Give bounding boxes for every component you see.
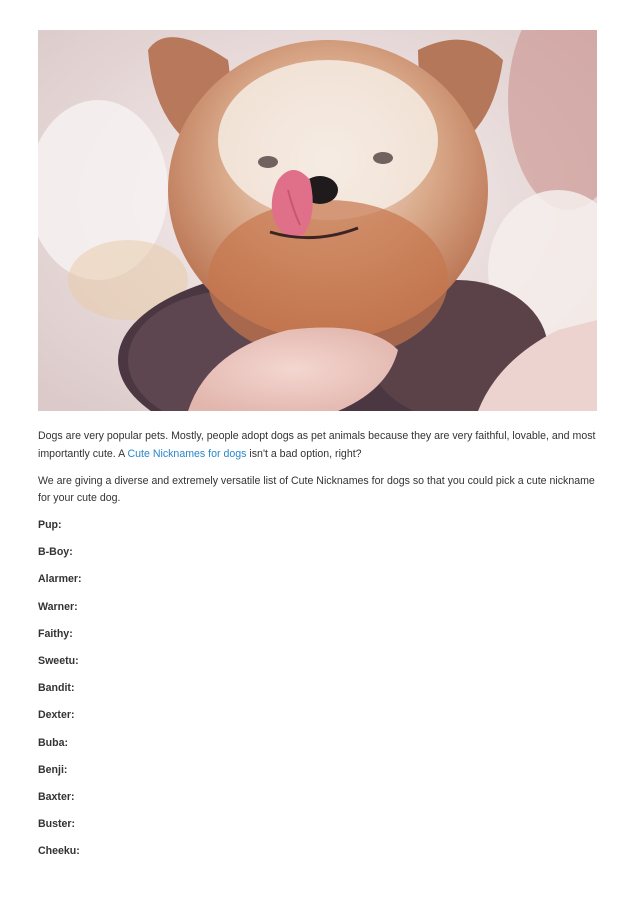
article-body <box>38 428 600 870</box>
list-item: Dexter: <box>38 709 75 722</box>
list-item: Faithy: <box>38 627 73 640</box>
nickname-list <box>38 517 600 870</box>
dog-photo <box>38 30 597 411</box>
list-item: Pup: <box>38 519 62 531</box>
list-item: Bandit: <box>38 682 75 695</box>
list-item: Baxter: <box>38 790 75 803</box>
intro-text: Dogs are very popular pets. Mostly, people adopt dogs as pet animals because they are very faithful, lovable, and most importantly cute. A <box>38 430 596 460</box>
list-item: Warner: <box>38 600 78 613</box>
list-item: Buster: <box>38 818 76 831</box>
list-item: B-Boy: <box>38 546 73 559</box>
intro-paragraph <box>38 428 600 463</box>
intro-text-tail: isn't a bad option, right? <box>246 447 362 460</box>
dog-illustration <box>38 30 597 411</box>
list-item: Alarmer: <box>38 573 82 586</box>
cute-nicknames-link[interactable]: Cute Nicknames for dogs <box>127 447 247 460</box>
list-item: Benji: <box>38 763 68 776</box>
list-intro-paragraph: We are giving a diverse and extremely versatile list of Cute Nicknames for dogs so that you could pick a cute nickname for your cute dog. <box>38 474 595 504</box>
list-item: Cheeku: <box>38 845 80 858</box>
list-item: Sweetu: <box>38 654 79 667</box>
list-item: Buba: <box>38 736 69 749</box>
